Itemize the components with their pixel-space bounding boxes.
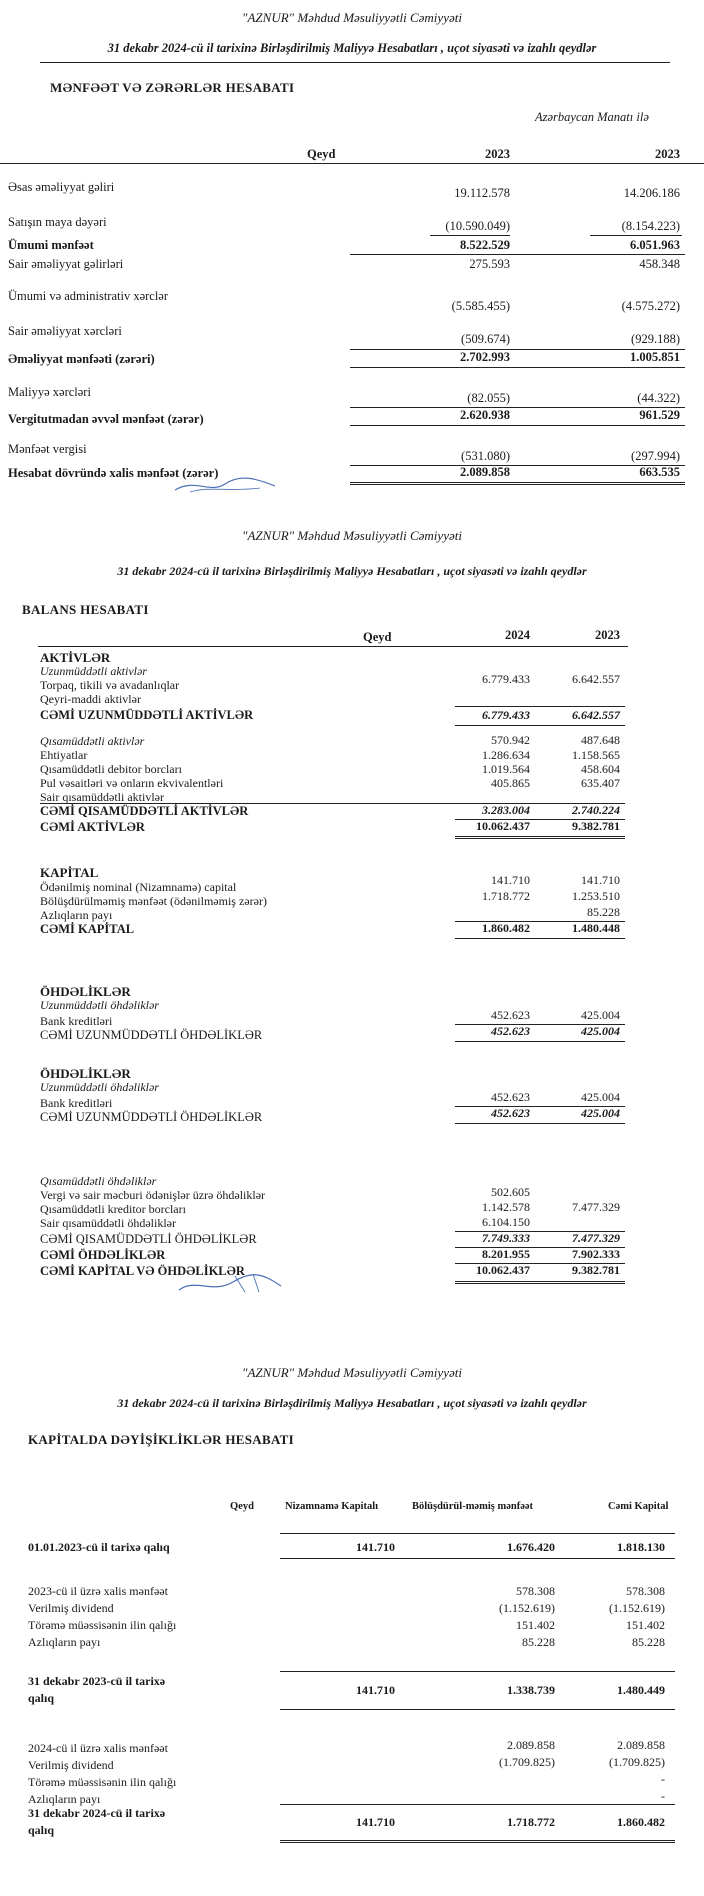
value-a: 8.522.529 bbox=[460, 238, 510, 252]
value-b: 6.051.963 bbox=[630, 238, 680, 252]
company-name: "AZNUR" Məhdud Məsuliyyətli Cəmiyyəti bbox=[242, 1365, 462, 1380]
row-label: Verilmiş dividend bbox=[28, 1758, 114, 1772]
value-a: 275.593 bbox=[469, 257, 510, 271]
value-total: 1.480.449 bbox=[617, 1683, 665, 1697]
row-label: Bank kreditləri bbox=[40, 1096, 113, 1110]
report-subtitle: 31 dekabr 2024-cü il tarixinə Birləşdirilmiş Maliyyə Hesabatları , uçot siyasəti və izahlı qeydlər bbox=[117, 1396, 587, 1410]
value-b: 9.382.781 bbox=[572, 1263, 620, 1277]
section-title: MƏNFƏƏT VƏ ZƏRƏRLƏR HESABATI bbox=[50, 80, 295, 95]
income-statement bbox=[0, 0, 704, 500]
header-rule bbox=[40, 62, 670, 63]
value-b: (297.994) bbox=[631, 449, 680, 463]
subtotal-rule bbox=[430, 235, 510, 236]
value-b: (929.188) bbox=[631, 332, 680, 346]
value-a: 1.142.578 bbox=[482, 1200, 530, 1214]
value-retained: 151.402 bbox=[516, 1618, 555, 1632]
equity-changes bbox=[0, 1340, 704, 1896]
row-label: CƏMİ KAPİTAL VƏ ÖHDƏLİKLƏR bbox=[40, 1264, 245, 1278]
value-a: 570.942 bbox=[491, 733, 530, 747]
value-a: 502.605 bbox=[491, 1185, 530, 1199]
total-rule bbox=[455, 1123, 625, 1124]
row-label: CƏMİ UZUNMÜDDƏTLİ ÖHDƏLİKLƏR bbox=[40, 1110, 263, 1124]
row-label: Maliyyə xərcləri bbox=[8, 385, 91, 399]
col-note-header: Qeyd bbox=[307, 147, 336, 161]
value-b: 1.005.851 bbox=[630, 350, 680, 364]
subtotal-rule bbox=[590, 235, 682, 236]
value-a: 452.623 bbox=[491, 1024, 530, 1038]
row-label: Sair əməliyyat xərcləri bbox=[8, 324, 122, 338]
value-a: 6.779.433 bbox=[482, 708, 530, 722]
row-label: Bölüşdürülməmiş mənfəət (ödənilməmiş zərər) bbox=[40, 894, 267, 908]
value-capital: 141.710 bbox=[356, 1815, 395, 1829]
value-b: 2.740.224 bbox=[572, 803, 620, 817]
subheading: Qısamüddətli öhdəliklər bbox=[40, 1174, 157, 1188]
row-label: Sair əməliyyat gəlirləri bbox=[8, 257, 124, 271]
subtotal-rule bbox=[455, 706, 625, 707]
row-label: Ümumi və administrativ xərclər bbox=[8, 289, 169, 303]
value-b: 14.206.186 bbox=[623, 186, 680, 200]
value-retained: 1.338.739 bbox=[507, 1683, 555, 1697]
report-subtitle: 31 dekabr 2024-cü il tarixinə Birləşdirilmiş Maliyyə Hesabatları , uçot siyasəti və izahlı qeydlər bbox=[107, 41, 597, 55]
value-retained: 578.308 bbox=[516, 1584, 555, 1598]
total-rule bbox=[350, 254, 685, 255]
total-rule bbox=[280, 1709, 675, 1710]
row-label: Əməliyyat mənfəəti (zərəri) bbox=[8, 352, 155, 366]
value-a: 10.062.437 bbox=[476, 1263, 530, 1277]
value-a: 2.089.858 bbox=[460, 465, 510, 479]
total-rule bbox=[455, 938, 625, 939]
value-a: 452.623 bbox=[491, 1106, 530, 1120]
value-total: 1.860.482 bbox=[617, 1815, 665, 1829]
col-year-b-header: 2023 bbox=[655, 147, 680, 161]
value-retained: (1.709.825) bbox=[499, 1755, 555, 1769]
row-label: Torpaq, tikili və avadanlıqlar bbox=[40, 678, 180, 692]
col-total-header: Cəmi Kapital bbox=[608, 1501, 669, 1512]
value-a: 405.865 bbox=[491, 776, 530, 790]
balance-sheet bbox=[0, 500, 704, 1340]
value-a: 8.201.955 bbox=[482, 1247, 530, 1261]
section-title: BALANS HESABATI bbox=[22, 602, 149, 617]
value-a: (509.674) bbox=[461, 332, 510, 346]
column-rule bbox=[280, 1533, 675, 1534]
row-label: 31 dekabr 2023-cü il tarixə bbox=[28, 1674, 166, 1688]
company-name: "AZNUR" Məhdud Məsuliyyətli Cəmiyyəti bbox=[242, 528, 462, 543]
subheading: Qısamüddətli aktivlər bbox=[40, 734, 145, 748]
subtotal-rule bbox=[280, 1671, 675, 1672]
value-a: 1.860.482 bbox=[482, 921, 530, 935]
value-b: 6.642.557 bbox=[572, 708, 620, 722]
row-label: Azlıqların payı bbox=[28, 1635, 101, 1649]
row-label: Hesabat dövründə xalis mənfəət (zərər) bbox=[8, 466, 219, 480]
value-b: 7.477.329 bbox=[572, 1231, 620, 1245]
row-label: Satışın maya dəyəri bbox=[8, 215, 107, 229]
value-total: 85.228 bbox=[632, 1635, 665, 1649]
signature-mark bbox=[175, 1270, 285, 1296]
value-b: 1.158.565 bbox=[572, 748, 620, 762]
value-b: 425.004 bbox=[581, 1106, 620, 1120]
assets-heading: AKTİVLƏR bbox=[40, 650, 111, 665]
grand-total-rule bbox=[280, 1840, 675, 1843]
row-label: Sair qısamüddətli öhdəliklər bbox=[40, 1216, 176, 1230]
value-a: 2.620.938 bbox=[460, 408, 510, 422]
value-a: 6.779.433 bbox=[482, 672, 530, 686]
value-a: 10.062.437 bbox=[476, 819, 530, 833]
company-name: "AZNUR" Məhdud Məsuliyyətli Cəmiyyəti bbox=[242, 10, 462, 25]
row-label: Verilmiş dividend bbox=[28, 1601, 114, 1615]
subtotal-rule bbox=[280, 1804, 675, 1805]
value-a: (5.585.455) bbox=[451, 299, 510, 313]
value-b: 9.382.781 bbox=[572, 819, 620, 833]
value-total: 578.308 bbox=[626, 1584, 665, 1598]
row-label: Törəmə müəssisənin ilin qalığı bbox=[28, 1618, 177, 1632]
value-a: 2.702.993 bbox=[460, 350, 510, 364]
total-rule bbox=[455, 1041, 625, 1042]
row-label: Mənfəət vergisi bbox=[8, 442, 87, 456]
value-total: - bbox=[661, 1772, 665, 1786]
value-a: (10.590.049) bbox=[445, 219, 510, 233]
row-label-line2: qalıq bbox=[28, 1691, 55, 1705]
value-a: 19.112.578 bbox=[454, 186, 510, 200]
value-b: 635.407 bbox=[581, 776, 620, 790]
row-label: 2023-cü il üzrə xalis mənfəət bbox=[28, 1584, 168, 1598]
value-capital: 141.710 bbox=[356, 1683, 395, 1697]
value-b: 458.348 bbox=[639, 257, 680, 271]
value-retained: 1.676.420 bbox=[507, 1540, 555, 1554]
row-label: CƏMİ QISAMÜDDƏTLİ AKTİVLƏR bbox=[40, 804, 249, 818]
value-b: 6.642.557 bbox=[572, 672, 620, 686]
row-label: Ümumi mənfəət bbox=[8, 238, 94, 252]
row-label: Qeyri-maddi aktivlər bbox=[40, 692, 141, 706]
value-a: 1.286.634 bbox=[482, 748, 530, 762]
value-a: 452.623 bbox=[491, 1090, 530, 1104]
value-retained: 85.228 bbox=[522, 1635, 555, 1649]
currency-note: Azərbaycan Manatı ilə bbox=[535, 110, 649, 124]
liabilities-heading: ÖHDƏLİKLƏR bbox=[40, 1066, 131, 1081]
col-note-header: Qeyd bbox=[363, 630, 392, 644]
row-label: Əsas əməliyyat gəliri bbox=[8, 180, 115, 194]
row-label: Ehtiyatlar bbox=[40, 748, 88, 762]
value-a: (82.055) bbox=[467, 391, 510, 405]
value-b: 141.710 bbox=[581, 873, 620, 887]
row-label: Törəmə müəssisənin ilin qalığı bbox=[28, 1775, 177, 1789]
grand-total-rule bbox=[350, 482, 685, 485]
subheading: Uzunmüddətli aktivlər bbox=[40, 664, 147, 678]
row-label: Pul vəsaitləri və onların ekvivalentləri bbox=[40, 776, 224, 790]
value-total: 1.818.130 bbox=[617, 1540, 665, 1554]
value-a: 3.283.004 bbox=[482, 803, 530, 817]
row-label: CƏMİ UZUNMÜDDƏTLİ AKTİVLƏR bbox=[40, 708, 254, 722]
col-note-header: Qeyd bbox=[230, 1501, 254, 1512]
total-rule bbox=[280, 1558, 675, 1559]
value-b: 7.902.333 bbox=[572, 1247, 620, 1261]
value-retained: (1.152.619) bbox=[499, 1601, 555, 1615]
row-label: CƏMİ AKTİVLƏR bbox=[40, 820, 145, 834]
value-a: 6.104.150 bbox=[482, 1215, 530, 1229]
value-a: (531.080) bbox=[461, 449, 510, 463]
capital-heading: KAPİTAL bbox=[40, 865, 99, 880]
signature-mark bbox=[170, 472, 280, 496]
col-capital-header: Nizamnamə Kapitalı bbox=[285, 1501, 379, 1512]
row-label: 01.01.2023-cü il tarixə qalıq bbox=[28, 1540, 170, 1554]
value-a: 1.019.564 bbox=[482, 762, 530, 776]
value-b: 1.253.510 bbox=[572, 889, 620, 903]
row-label: CƏMİ QISAMÜDDƏTLİ ÖHDƏLİKLƏR bbox=[40, 1232, 257, 1246]
value-total: 2.089.858 bbox=[617, 1738, 665, 1752]
value-capital: 141.710 bbox=[356, 1540, 395, 1554]
subheading: Uzunmüddətli öhdəliklər bbox=[40, 1080, 159, 1094]
header-underline bbox=[38, 646, 628, 647]
value-b: 425.004 bbox=[581, 1024, 620, 1038]
value-b: 1.480.448 bbox=[572, 921, 620, 935]
row-label: 2024-cü il üzrə xalis mənfəət bbox=[28, 1741, 168, 1755]
row-label: Sair qısamüddətli aktivlər bbox=[40, 790, 164, 804]
col-year-a-header: 2024 bbox=[505, 628, 530, 642]
row-label: Vergi və sair məcburi ödənişlər üzrə öhdəliklər bbox=[40, 1188, 266, 1202]
value-retained: 1.718.772 bbox=[507, 1815, 555, 1829]
value-total: 151.402 bbox=[626, 1618, 665, 1632]
row-label: 31 dekabr 2024-cü il tarixə bbox=[28, 1806, 166, 1820]
value-total: (1.152.619) bbox=[609, 1601, 665, 1615]
row-label-line2: qalıq bbox=[28, 1823, 55, 1837]
value-b: 487.648 bbox=[581, 733, 620, 747]
value-b: 663.535 bbox=[639, 465, 680, 479]
total-rule bbox=[455, 725, 625, 726]
subheading: Uzunmüddətli öhdəliklər bbox=[40, 998, 159, 1012]
value-total: - bbox=[661, 1789, 665, 1803]
section-title: KAPİTALDA DƏYİŞİKLİKLƏR HESABATI bbox=[28, 1432, 294, 1447]
value-b: (8.154.223) bbox=[621, 219, 680, 233]
value-retained: 2.089.858 bbox=[507, 1738, 555, 1752]
value-b: 961.529 bbox=[639, 408, 680, 422]
report-subtitle: 31 dekabr 2024-cü il tarixinə Birləşdirilmiş Maliyyə Hesabatları , uçot siyasəti və izahlı qeydlər bbox=[117, 564, 587, 578]
value-b: (44.322) bbox=[637, 391, 680, 405]
value-a: 141.710 bbox=[491, 873, 530, 887]
value-a: 452.623 bbox=[491, 1008, 530, 1022]
value-a: 7.749.333 bbox=[482, 1231, 530, 1245]
value-b: 85.228 bbox=[587, 905, 620, 919]
row-label: Azlıqların payı bbox=[28, 1792, 101, 1806]
col-retained-header: Bölüşdürül-məmiş mənfəət bbox=[412, 1501, 534, 1512]
value-b: 7.477.329 bbox=[572, 1200, 620, 1214]
total-rule bbox=[350, 425, 685, 426]
col-year-b-header: 2023 bbox=[595, 628, 620, 642]
grand-total-rule bbox=[455, 1281, 625, 1284]
value-b: (4.575.272) bbox=[621, 299, 680, 313]
header-underline bbox=[0, 163, 704, 164]
col-year-a-header: 2023 bbox=[485, 147, 510, 161]
total-rule bbox=[350, 367, 685, 368]
row-label: Ödənilmiş nominal (Nizamnamə) capital bbox=[40, 880, 237, 894]
row-label: Qısamüddətli kreditor borcları bbox=[40, 1202, 186, 1216]
grand-total-rule bbox=[455, 836, 625, 839]
value-a: 1.718.772 bbox=[482, 889, 530, 903]
row-label: Qısamüddətli debitor borcları bbox=[40, 762, 182, 776]
row-label: CƏMİ KAPİTAL bbox=[40, 922, 135, 936]
row-label: CƏMİ ÖHDƏLİKLƏR bbox=[40, 1248, 166, 1262]
row-label: Bank kreditləri bbox=[40, 1014, 113, 1028]
row-label: CƏMİ UZUNMÜDDƏTLİ ÖHDƏLİKLƏR bbox=[40, 1028, 263, 1042]
value-total: (1.709.825) bbox=[609, 1755, 665, 1769]
row-label: Azlıqların payı bbox=[40, 908, 113, 922]
value-b: 425.004 bbox=[581, 1008, 620, 1022]
value-b: 425.004 bbox=[581, 1090, 620, 1104]
value-b: 458.604 bbox=[581, 762, 620, 776]
row-label: Vergitutmadan əvvəl mənfəət (zərər) bbox=[8, 412, 204, 426]
liabilities-heading: ÖHDƏLİKLƏR bbox=[40, 984, 131, 999]
